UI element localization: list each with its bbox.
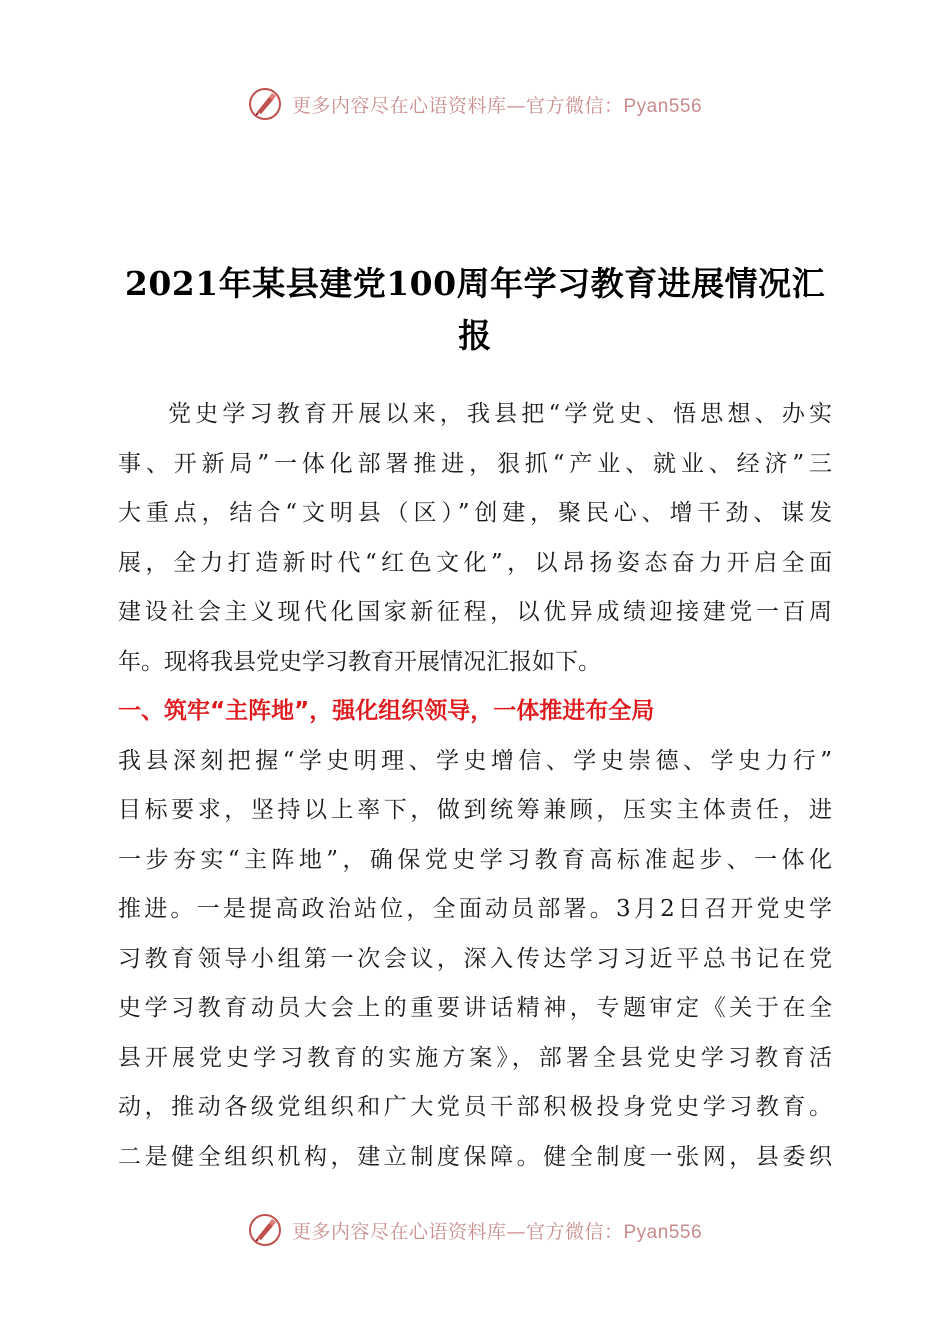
watermark-text: 更多内容尽在心语资料库—官方微信：Pyan556 bbox=[291, 1220, 703, 1243]
pen-nib-logo-icon bbox=[248, 87, 282, 121]
body-line: 动，推动各级党组织和广大党员干部积极投身党史学习教育。 bbox=[118, 1094, 832, 1120]
watermark-bottom bbox=[0, 1208, 950, 1252]
body-line: 年。现将我县党史学习教育开展情况汇报如下。 bbox=[118, 648, 601, 675]
body-line: 推进。一是提高政治站位，全面动员部署。3月2日召开党史学 bbox=[118, 896, 832, 922]
body-line: 目标要求，坚持以上率下，做到统筹兼顾，压实主体责任，进 bbox=[118, 797, 832, 823]
body-line: 党史学习教育开展以来，我县把“学党史、悟思想、办实 bbox=[168, 401, 832, 427]
body-line: 史学习教育动员大会上的重要讲话精神，专题审定《关于在全 bbox=[118, 995, 832, 1021]
body-line: 我县深刻把握“学史明理、学史增信、学史崇德、学史力行” bbox=[118, 747, 832, 774]
watermark-top bbox=[0, 82, 950, 126]
body-line: 展，全力打造新时代“红色文化”，以昂扬姿态奋力开启全面 bbox=[118, 549, 832, 576]
body-line: 事、开新局”一体化部署推进，狠抓“产业、就业、经济”三 bbox=[118, 450, 832, 477]
section-heading: 一、筑牢“主阵地”，强化组织领导，一体推进布全局 bbox=[118, 698, 655, 724]
document-title: 2021年某县建党100周年学习教育进展情况汇报 bbox=[124, 264, 826, 355]
body-line: 一步夯实“主阵地”，确保党史学习教育高标准起步、一体化 bbox=[118, 846, 832, 873]
body-line: 建设社会主义现代化国家新征程，以优异成绩迎接建党一百周 bbox=[118, 599, 832, 625]
body-line: 习教育领导小组第一次会议，深入传达学习习近平总书记在党 bbox=[118, 945, 832, 972]
body-line: 大重点，结合“文明县（区）”创建，聚民心、增干劲、谋发 bbox=[118, 500, 832, 526]
body-line: 县开展党史学习教育的实施方案》，部署全县党史学习教育活 bbox=[118, 1044, 832, 1071]
pen-nib-logo-icon bbox=[248, 1213, 282, 1247]
body-line: 二是健全组织机构，建立制度保障。健全制度一张网，县委织 bbox=[118, 1143, 832, 1170]
watermark-text: 更多内容尽在心语资料库—官方微信：Pyan556 bbox=[291, 94, 703, 117]
document-body bbox=[118, 390, 832, 1182]
